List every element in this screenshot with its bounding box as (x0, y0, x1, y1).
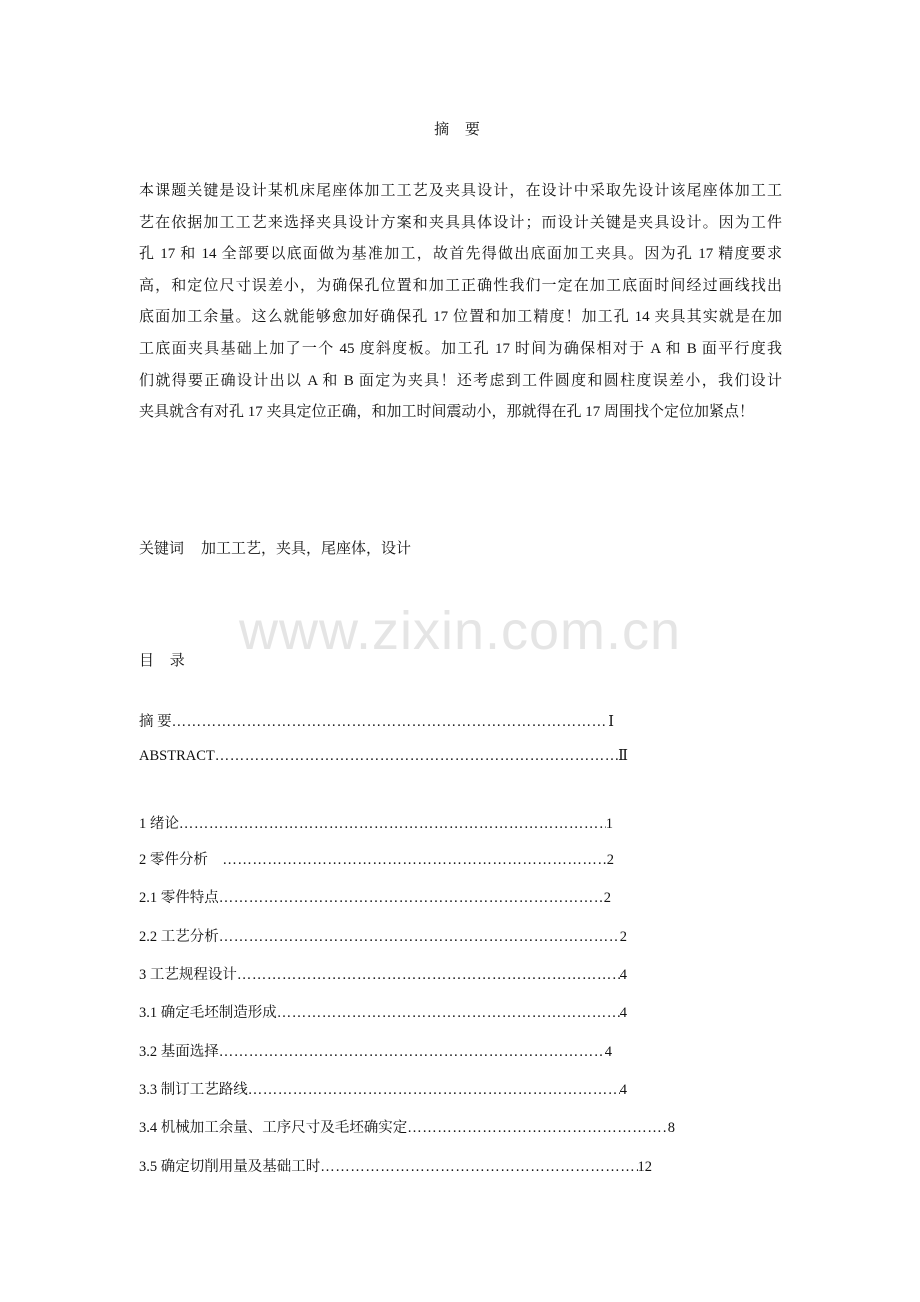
toc-entry-title: 3.4 机械加工余量、工序尺寸及毛坯确实定 (139, 1120, 408, 1136)
toc-heading: 目 录 (139, 653, 191, 669)
toc-entry-page: 12 (637, 1159, 652, 1175)
toc-leader-dots (219, 929, 620, 946)
toc-entry-page: 2 (619, 929, 627, 945)
toc-entry-title: 3 工艺规程设计 (139, 967, 237, 983)
toc-entry-page: 4 (619, 1005, 627, 1021)
abstract-line: 工底面夹具基础上加了一个 45 度斜度板。加工孔 17 时间为确保相对于 A 和 B 面平行度我 (139, 340, 782, 357)
toc-entry[interactable] (139, 710, 614, 731)
abstract-line: 艺在依据加工工艺来选择夹具设计方案和夹具具体设计；而设计关键是夹具设计。因为工件 (139, 214, 782, 231)
keywords-text: 加工工艺，夹具，尾座体，设计 (201, 541, 412, 557)
abstract-line: 本课题关键是设计某机床尾座体加工工艺及夹具设计，在设计中采取先设计该尾座体加工工 (139, 183, 782, 199)
toc-leader-dots (219, 1044, 605, 1061)
abstract-line: 孔 17 和 14 全部要以底面做为基准加工，故首先得做出底面加工夹具。因为孔 17 精度要求 (139, 246, 782, 263)
toc-entry[interactable] (139, 963, 627, 984)
toc-leader-dots (219, 890, 604, 907)
toc-entry-page: Ⅱ (618, 748, 628, 764)
toc-entry[interactable] (139, 886, 611, 907)
toc-leader-dots (248, 1082, 620, 1099)
toc-entry-page: Ⅰ (608, 714, 614, 730)
toc-leader-dots (407, 1120, 668, 1137)
toc-entry-title: 3.5 确定切削用量及基础工时 (139, 1159, 321, 1175)
toc-entry-title: 2.2 工艺分析 (139, 929, 219, 945)
abstract-line: 底面加工余量。这么就能够愈加好确保孔 17 位置和加工精度！加工孔 14 夹具其实就是在加 (139, 309, 782, 326)
toc-entry-page: 1 (605, 816, 613, 832)
toc-entry-page: 8 (667, 1120, 675, 1136)
toc-entry[interactable] (139, 1155, 652, 1176)
toc-entry-title: 3.2 基面选择 (139, 1044, 219, 1060)
toc-leader-dots (172, 714, 609, 731)
toc-entry-title: 摘 要 (139, 714, 172, 730)
toc-leader-dots (222, 852, 606, 869)
toc-leader-dots (277, 1005, 620, 1022)
toc-leader-dots (320, 1159, 637, 1176)
toc-entry[interactable] (139, 1040, 612, 1061)
toc-entry-page: 4 (619, 1082, 627, 1098)
toc-entry-title: 3.1 确定毛坯制造形成 (139, 1005, 277, 1021)
toc-entry[interactable] (139, 848, 614, 869)
toc-entry-page: 2 (603, 890, 611, 906)
toc-entry-page: 4 (604, 1044, 612, 1060)
watermark: www.zixin.com.cn (238, 601, 682, 661)
toc-entry[interactable] (139, 812, 613, 833)
abstract-paragraph (139, 176, 782, 429)
toc-entry[interactable] (139, 1078, 627, 1099)
toc-leader-dots (237, 967, 620, 984)
abstract-line: 高，和定位尺寸误差小，为确保孔位置和加工正确性我们一定在加工底面时间经过画线找出 (139, 277, 782, 294)
keywords-line (139, 537, 411, 558)
toc-entry-title: ABSTRACT (139, 748, 215, 764)
toc-entry-title: 2.1 零件特点 (139, 890, 219, 906)
abstract-line: 夹具就含有对孔 17 夹具定位正确，和加工时间震动小，那就得在孔 17 周围找个定位加紧点！ (139, 404, 755, 421)
toc-entry[interactable] (139, 925, 627, 946)
toc-entry-title: 1 绪论 (139, 816, 179, 832)
toc-leader-dots (215, 748, 618, 765)
toc-entry[interactable] (139, 1116, 675, 1137)
toc-entry-page: 2 (606, 852, 614, 868)
abstract-line: 们就得要正确设计出以 A 和 B 面定为夹具！还考虑到工件圆度和圆柱度误差小，我们设计 (139, 372, 782, 389)
toc-entry-page: 4 (619, 967, 627, 983)
toc-entry[interactable] (139, 1001, 627, 1022)
toc-leader-dots (179, 816, 606, 833)
toc-entry[interactable] (139, 748, 628, 765)
abstract-heading: 摘 要 (434, 122, 486, 138)
toc-entry-title: 2 零件分析 (139, 852, 223, 868)
keywords-label: 关键词 (139, 541, 185, 557)
toc-entry-title: 3.3 制订工艺路线 (139, 1082, 248, 1098)
